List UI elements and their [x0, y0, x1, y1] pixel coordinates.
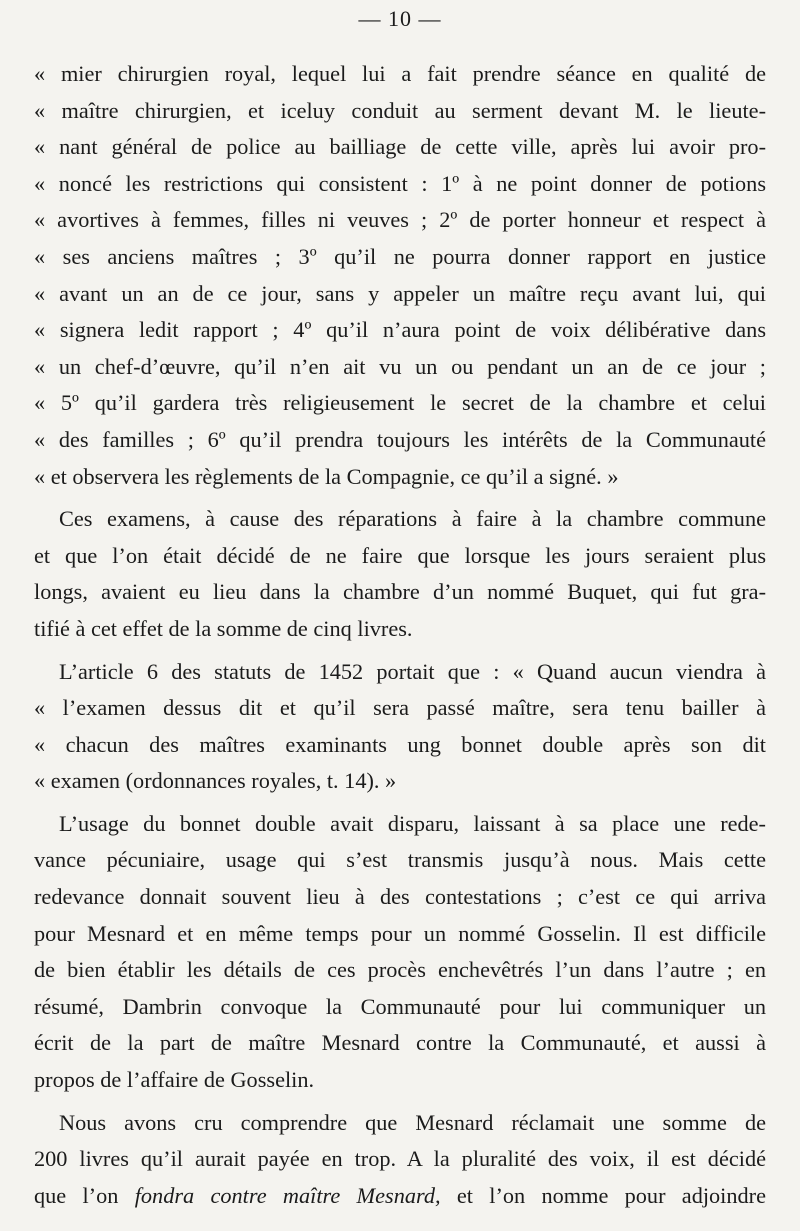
paragraph-examens	[34, 501, 766, 647]
italic-phrase: fondra contre maître Mesnard,	[134, 1182, 441, 1208]
text-line: « des familles ; 6º qu’il prendra toujours les intérêts de la Communauté	[34, 426, 766, 452]
text-line: « un chef-d’œuvre, qu’il n’en ait vu un ou pendant un an de ce jour ;	[34, 353, 766, 379]
text-line: 200 livres qu’il aurait payée en trop. A la pluralité des voix, il est décidé	[34, 1146, 766, 1172]
text-line: longs, avaient eu lieu dans la chambre d’un nommé Buquet, qui fut gra-	[34, 579, 766, 605]
text-line: « avant un an de ce jour, sans y appeler un maître reçu avant lui, qui	[34, 280, 766, 306]
text-line: « nant général de police au bailliage de cette ville, après lui avoir pro-	[34, 134, 766, 160]
text-line: Ces examens, à cause des réparations à faire à la chambre commune	[59, 506, 766, 532]
text-line: « signera ledit rapport ; 4º qu’il n’aura point de voix délibérative dans	[34, 317, 766, 343]
text-line: L’article 6 des statuts de 1452 portait que : « Quand aucun viendra à	[59, 658, 766, 684]
paragraph-bonnet-double	[34, 806, 766, 1099]
text-line: « examen (ordonnances royales, t. 14). »	[34, 768, 397, 794]
text-line: de bien établir les détails de ces procès enchevêtrés l’un dans l’autre ; en	[34, 957, 766, 983]
text-fragment: et l’on nomme pour adjoindre	[456, 1182, 766, 1208]
text-line: écrit de la part de maître Mesnard contre la Communauté, et aussi à	[34, 1030, 766, 1056]
text-line: pour Mesnard et en même temps pour un nommé Gosselin. Il est difficile	[34, 920, 766, 946]
text-line: « l’examen dessus dit et qu’il sera passé maître, sera tenu bailler à	[34, 695, 766, 721]
text-line: tifié à cet effet de la somme de cinq livres.	[34, 615, 413, 641]
text-line: redevance donnait souvent lieu à des contestations ; c’est ce qui arriva	[34, 884, 766, 910]
text-line-mixed	[34, 1178, 766, 1215]
text-line: « mier chirurgien royal, lequel lui a fait prendre séance en qualité de	[34, 61, 766, 86]
paragraph-mesnard	[34, 1105, 766, 1215]
text-line: Nous avons cru comprendre que Mesnard réclamait une somme de	[59, 1109, 766, 1135]
text-line: et que l’on était décidé de ne faire que lorsque les jours seraient plus	[34, 542, 766, 568]
paragraph-quoted-oath	[34, 56, 766, 495]
paragraph-article-6	[34, 654, 766, 800]
text-line: « ses anciens maîtres ; 3º qu’il ne pourra donner rapport en justice	[34, 243, 766, 269]
text-line: résumé, Dambrin convoque la Communauté pour lui communiquer un	[34, 993, 766, 1019]
text-line: propos de l’affaire de Gosselin.	[34, 1067, 315, 1093]
text-line: « chacun des maîtres examinants ung bonnet double après son dit	[34, 731, 766, 757]
text-line: « 5º qu’il gardera très religieusement le secret de la chambre et celui	[34, 390, 766, 416]
page-number: — 10 —	[358, 6, 442, 31]
text-line: « et observera les règlements de la Compagnie, ce qu’il a signé. »	[34, 463, 619, 489]
text-fragment: que l’on	[34, 1182, 119, 1208]
text-line: « avortives à femmes, filles ni veuves ; 2º de porter honneur et respect à	[34, 207, 766, 233]
text-line: L’usage du bonnet double avait disparu, laissant à sa place une rede-	[59, 810, 766, 836]
text-line: vance pécuniaire, usage qui s’est transmis jusqu’à nous. Mais cette	[34, 847, 766, 873]
text-line: « maître chirurgien, et iceluy conduit au serment devant M. le lieute-	[34, 97, 766, 123]
text-line: « noncé les restrictions qui consistent : 1º à ne point donner de potions	[34, 170, 766, 196]
